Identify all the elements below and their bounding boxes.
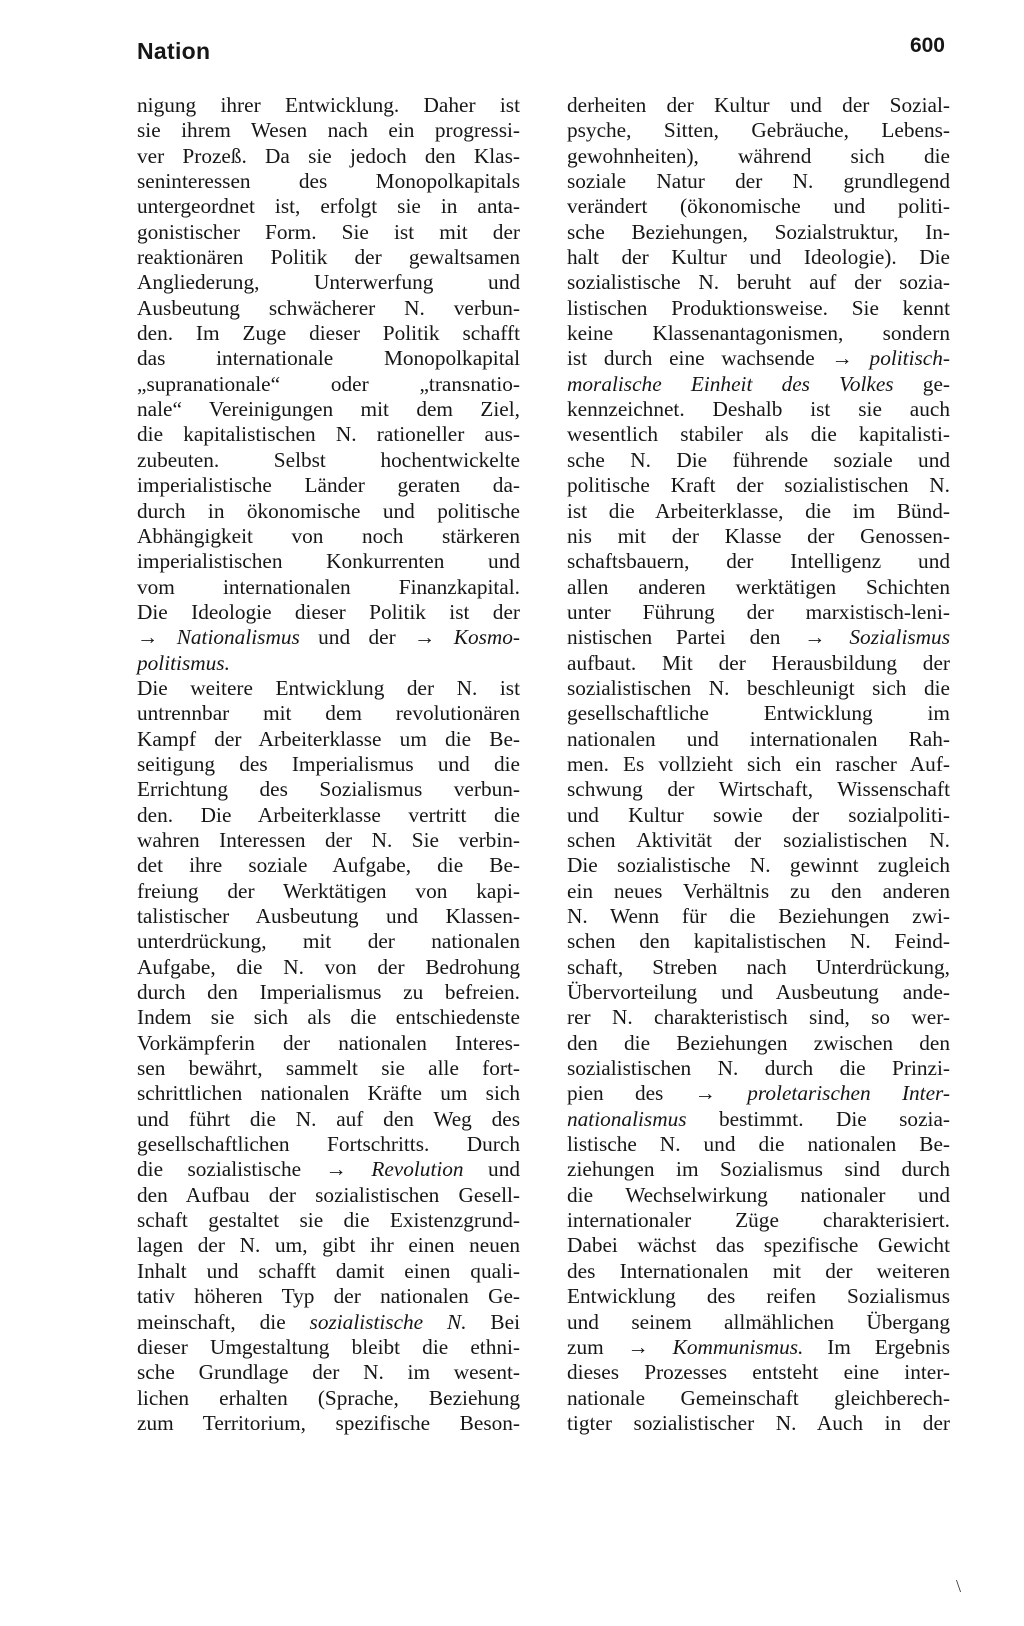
text-line: den. Die Arbeiterklasse vertritt die (137, 802, 520, 827)
text-line: nis mit der Klasse der Genossen- (567, 523, 950, 548)
text-line: tigter sozialistischer N. Auch in der (567, 1410, 950, 1435)
cross-reference-arrow: → (137, 625, 177, 650)
text-line: sen bewährt, sammelt sie alle fort- (137, 1056, 520, 1081)
cross-reference-term: Nationalismus (176, 625, 300, 650)
text-line: und führt die N. auf den Weg des (137, 1106, 520, 1131)
cross-reference-term: politismus. (137, 650, 230, 675)
text-line: zum Territorium, spezifische Beson- (137, 1410, 520, 1435)
text-line: sche Beziehungen, Sozialstruktur, In- (567, 219, 950, 244)
text-line: Vorkämpferin der nationalen Interes- (137, 1030, 520, 1055)
text-line: wesentlich stabiler als die kapitalisti- (567, 422, 950, 447)
text-line: schen den kapitalistischen N. Feind- (567, 929, 950, 954)
text-line: schaft, Streben nach Unterdrückung, (567, 954, 950, 979)
text-line: listischen Produktionsweise. Sie kennt (567, 295, 950, 320)
text-run: und der (299, 625, 415, 650)
text-line: halt der Kultur und Ideologie). Die (567, 245, 950, 270)
text-line: keine Klassenantagonismen, sondern (567, 321, 950, 346)
text-line: lagen der N. um, gibt ihr einen neuen (137, 1233, 520, 1258)
cross-reference-arrow: → (694, 1081, 748, 1106)
text-line: untergeordnet ist, erfolgt sie in anta- (137, 194, 520, 219)
text-line: unterdrückung, mit der nationalen (137, 929, 520, 954)
text-run: und (463, 1157, 520, 1182)
text-line: lichen erhalten (Sprache, Beziehung (137, 1385, 520, 1410)
text-line: verändert (ökonomische und politi- (567, 194, 950, 219)
cross-reference-term: Revolution (371, 1157, 464, 1182)
text-line (137, 625, 520, 650)
text-line: des Internationalen mit der weiteren (567, 1258, 950, 1283)
text-line: die kapitalistischen N. rationeller aus- (137, 422, 520, 447)
text-line: soziale Natur der N. grundlegend (567, 169, 950, 194)
text-line: sozialistische N. beruht auf der sozia- (567, 270, 950, 295)
cross-reference-term: Kommunismus. (672, 1334, 804, 1359)
text-line: talistischer Ausbeutung und Klassen- (137, 904, 520, 928)
text-line (567, 1081, 950, 1106)
text-line: ein neues Verhältnis zu den anderen (567, 878, 950, 903)
text-line: Inhalt und schafft damit einen quali- (137, 1258, 520, 1283)
text-run: zum (567, 1334, 628, 1359)
text-line: listische N. und die nationalen Be- (567, 1132, 950, 1157)
text-line: Die weitere Entwicklung der N. ist (137, 675, 520, 700)
text-line: Dabei wächst das spezifische Gewicht (567, 1233, 950, 1258)
text-run: nistischen Partei den (567, 625, 805, 650)
cross-reference-term: moralische Einheit des Volkes (567, 371, 894, 396)
text-line: den. Im Zuge dieser Politik schafft (137, 321, 520, 346)
text-line: gesellschaftliche Entwicklung im (567, 701, 950, 726)
text-line: Abhängigkeit von noch stärkeren (137, 523, 520, 548)
text-line: Errichtung des Sozialismus verbun- (137, 777, 520, 802)
text-line: und seinem allmählichen Übergang (567, 1309, 950, 1334)
text-line: gewohnheiten), während sich die (567, 143, 950, 168)
text-line (567, 1335, 950, 1360)
text-column-right (567, 93, 950, 1436)
text-line: seitigung des Imperialismus und die (137, 751, 520, 776)
text-line: schwung der Wirtschaft, Wissenschaft (567, 777, 950, 802)
text-line: Indem sie sich als die entschiedenste (137, 1005, 520, 1030)
text-run: bestimmt. Die sozia- (686, 1106, 950, 1131)
text-line: schrittlichen nationalen Kräfte um sich (137, 1081, 520, 1106)
text-line: sche N. Die führende soziale und (567, 447, 950, 472)
text-line: ist die Arbeiterklasse, die im Bünd- (567, 498, 950, 523)
text-line: sie ihrem Wesen nach ein progressi- (137, 118, 520, 143)
text-line: ver Prozeß. Da sie jedoch den Klas- (137, 143, 520, 168)
text-line: Aufgabe, die N. von der Bedrohung (137, 954, 520, 979)
text-line (567, 1107, 950, 1132)
cross-reference-term: nationalismus (567, 1106, 687, 1131)
text-line: N. Wenn für die Beziehungen zwi- (567, 904, 950, 928)
text-line: derheiten der Kultur und der Sozial- (567, 93, 950, 117)
text-line: Übervorteilung und Ausbeutung ande- (567, 980, 950, 1005)
running-head: Nation (137, 38, 211, 64)
text-line: imperialistische Länder geraten da- (137, 473, 520, 498)
text-line: Die sozialistische N. gewinnt zugleich (567, 853, 950, 878)
text-line: politische Kraft der sozialistischen N. (567, 473, 950, 498)
stray-mark: \ (956, 1576, 962, 1596)
cross-reference-term: proletarischen Inter- (747, 1081, 951, 1106)
text-line: und Kultur sowie der sozialpoliti- (567, 802, 950, 827)
text-line: ziehungen im Sozialismus sind durch (567, 1157, 950, 1182)
text-line (137, 1157, 520, 1182)
text-run: pien des (567, 1081, 695, 1106)
text-line: sozialistischen N. beschleunigt sich die (567, 675, 950, 700)
cross-reference-term: politisch- (869, 346, 950, 371)
text-line: freiung der Werktätigen von kapi- (137, 878, 520, 903)
text-line: nale“ Vereinigungen mit dem Ziel, (137, 397, 520, 422)
text-line: rer N. charakteristisch sind, so wer- (567, 1005, 950, 1030)
text-run: meinschaft, die (137, 1309, 310, 1334)
text-line: nigung ihrer Entwicklung. Daher ist (137, 93, 520, 117)
text-line: reaktionären Politik der gewaltsamen (137, 245, 520, 270)
text-line: wahren Interessen der N. Sie verbin- (137, 827, 520, 852)
text-run: ist durch eine wachsende (567, 346, 832, 371)
text-line: sozialistischen N. durch die Prinzi- (567, 1056, 950, 1081)
text-line: gonistischer Form. Sie ist mit der (137, 219, 520, 244)
text-line: seninteressen des Monopolkapitals (137, 169, 520, 194)
text-line: zubeuten. Selbst hochentwickelte (137, 447, 520, 472)
text-run: ge- (893, 371, 950, 396)
cross-reference-term: Kosmo- (453, 625, 520, 650)
text-column-left (137, 93, 520, 1436)
text-line: aufbaut. Mit der Herausbildung der (567, 650, 950, 675)
text-line: schaftsbauern, der Intelligenz und (567, 549, 950, 574)
text-line (137, 651, 520, 676)
text-line: den die Beziehungen zwischen den (567, 1030, 950, 1055)
text-line: nationale Gemeinschaft gleichberech- (567, 1385, 950, 1410)
text-line: Entwicklung des reifen Sozialismus (567, 1284, 950, 1309)
text-line: Die Ideologie dieser Politik ist der (137, 599, 520, 624)
text-line: nationalen und internationalen Rah- (567, 726, 950, 751)
text-line: det ihre soziale Aufgabe, die Be- (137, 853, 520, 878)
text-line: tativ höheren Typ der nationalen Ge- (137, 1284, 520, 1309)
text-line: dieser Umgestaltung bleibt die ethni- (137, 1334, 520, 1359)
text-line: schen Aktivität der sozialistischen N. (567, 827, 950, 852)
text-line: gesellschaftlichen Fortschritts. Durch (137, 1132, 520, 1157)
text-line: dieses Prozesses entsteht eine inter- (567, 1360, 950, 1385)
text-run: Im Ergebnis (803, 1334, 951, 1359)
text-line: allen anderen werktätigen Schichten (567, 574, 950, 599)
text-line: den Aufbau der sozialistischen Gesell- (137, 1182, 520, 1207)
cross-reference-arrow: → (627, 1334, 673, 1359)
cross-reference-arrow: → (831, 346, 870, 371)
text-line: schaft gestaltet sie die Existenzgrund- (137, 1208, 520, 1233)
text-line: men. Es vollzieht sich ein rascher Auf- (567, 751, 950, 776)
text-run: die sozialistische (137, 1157, 326, 1182)
text-line: imperialistischen Konkurrenten und (137, 549, 520, 574)
text-run: Bei (466, 1309, 520, 1334)
text-line: das internationale Monopolkapital (137, 346, 520, 371)
text-line (567, 372, 950, 397)
text-line: Angliederung, Unterwerfung und (137, 270, 520, 295)
text-line: kennzeichnet. Deshalb ist sie auch (567, 397, 950, 422)
text-line (137, 1310, 520, 1335)
text-line: durch in ökonomische und politische (137, 498, 520, 523)
text-line: „supranationale“ oder „transnatio- (137, 371, 520, 396)
cross-reference-term: sozialistische N. (309, 1309, 467, 1334)
cross-reference-arrow: → (414, 625, 454, 650)
text-line: psyche, Sitten, Gebräuche, Lebens- (567, 118, 950, 143)
text-line: sche Grundlage der N. im wesent- (137, 1360, 520, 1385)
cross-reference-arrow: → (325, 1157, 372, 1182)
text-line (567, 346, 950, 371)
text-line (567, 625, 950, 650)
text-line: untrennbar mit dem revolutionären (137, 701, 520, 726)
text-line: unter Führung der marxistisch-leni- (567, 599, 950, 624)
text-line: Ausbeutung schwächerer N. verbun- (137, 295, 520, 320)
text-line: durch den Imperialismus zu befreien. (137, 980, 520, 1005)
text-line: vom internationalen Finanzkapital. (137, 574, 520, 599)
text-line: internationaler Züge charakterisiert. (567, 1208, 950, 1233)
cross-reference-arrow: → (804, 625, 850, 650)
text-line: die Wechselwirkung nationaler und (567, 1182, 950, 1207)
cross-reference-term: Sozialismus (849, 625, 950, 650)
text-line: Kampf der Arbeiterklasse um die Be- (137, 726, 520, 751)
page-number: 600 (909, 34, 945, 57)
